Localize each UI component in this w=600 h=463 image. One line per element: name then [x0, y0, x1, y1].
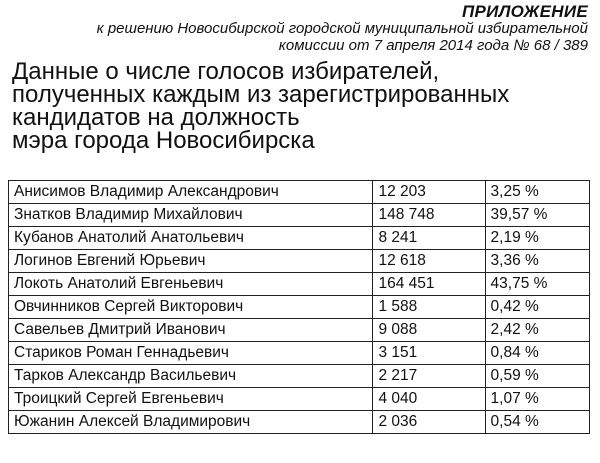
- vote-count: 12 203: [373, 181, 485, 204]
- table-row: [9, 273, 590, 296]
- results-table: [8, 180, 590, 434]
- candidate-name: Троицкий Сергей Евгеньевич: [9, 388, 373, 411]
- candidate-name: Южанин Алексей Владимирович: [9, 411, 373, 434]
- vote-count: 1 588: [373, 296, 485, 319]
- vote-count: 12 618: [373, 250, 485, 273]
- candidate-name: Знатков Владимир Михайлович: [9, 204, 373, 227]
- vote-count: 148 748: [373, 204, 485, 227]
- title-line-2: полученных каждым из зарегистрированных: [12, 81, 510, 108]
- vote-count: 9 088: [373, 319, 485, 342]
- table-row: [9, 411, 590, 434]
- table-row: [9, 388, 590, 411]
- document-title: [12, 60, 572, 152]
- title-line-4: мэра города Новосибирска: [12, 127, 315, 154]
- vote-percent: 0,59 %: [485, 365, 589, 388]
- vote-percent: 0,54 %: [485, 411, 589, 434]
- table-row: [9, 342, 590, 365]
- vote-percent: 1,07 %: [485, 388, 589, 411]
- vote-percent: 43,75 %: [485, 273, 589, 296]
- vote-percent: 2,19 %: [485, 227, 589, 250]
- table-row: [9, 319, 590, 342]
- table-row: [9, 227, 590, 250]
- table-row: [9, 365, 590, 388]
- table-row: [9, 296, 590, 319]
- appendix-note: [97, 3, 588, 54]
- vote-count: 3 151: [373, 342, 485, 365]
- vote-count: 164 451: [373, 273, 485, 296]
- candidate-name: Логинов Евгений Юрьевич: [9, 250, 373, 273]
- candidate-name: Стариков Роман Геннадьевич: [9, 342, 373, 365]
- vote-percent: 3,36 %: [485, 250, 589, 273]
- title-line-1: Данные о числе голосов избирателей,: [12, 58, 440, 85]
- candidate-name: Анисимов Владимир Александрович: [9, 181, 373, 204]
- vote-percent: 3,25 %: [485, 181, 589, 204]
- vote-count: 8 241: [373, 227, 485, 250]
- title-line-3: кандидатов на должность: [12, 104, 300, 131]
- vote-count: 2 036: [373, 411, 485, 434]
- table-row: [9, 250, 590, 273]
- vote-percent: 2,42 %: [485, 319, 589, 342]
- vote-percent: 0,84 %: [485, 342, 589, 365]
- candidate-name: Савельев Дмитрий Иванович: [9, 319, 373, 342]
- table-row: [9, 204, 590, 227]
- appendix-heading: ПРИЛОЖЕНИЕ: [462, 2, 588, 21]
- vote-percent: 39,57 %: [485, 204, 589, 227]
- appendix-line-1: к решению Новосибирской городской муниципальной избирательной: [96, 20, 588, 37]
- candidate-name: Тарков Александр Васильевич: [9, 365, 373, 388]
- candidate-name: Кубанов Анатолий Анатольевич: [9, 227, 373, 250]
- appendix-line-2: комиссии от 7 апреля 2014 года № 68 / 389: [278, 37, 588, 54]
- table-row: [9, 181, 590, 204]
- candidate-name: Овчинников Сергей Викторович: [9, 296, 373, 319]
- vote-percent: 0,42 %: [485, 296, 589, 319]
- candidate-name: Локоть Анатолий Евгеньевич: [9, 273, 373, 296]
- vote-count: 4 040: [373, 388, 485, 411]
- vote-count: 2 217: [373, 365, 485, 388]
